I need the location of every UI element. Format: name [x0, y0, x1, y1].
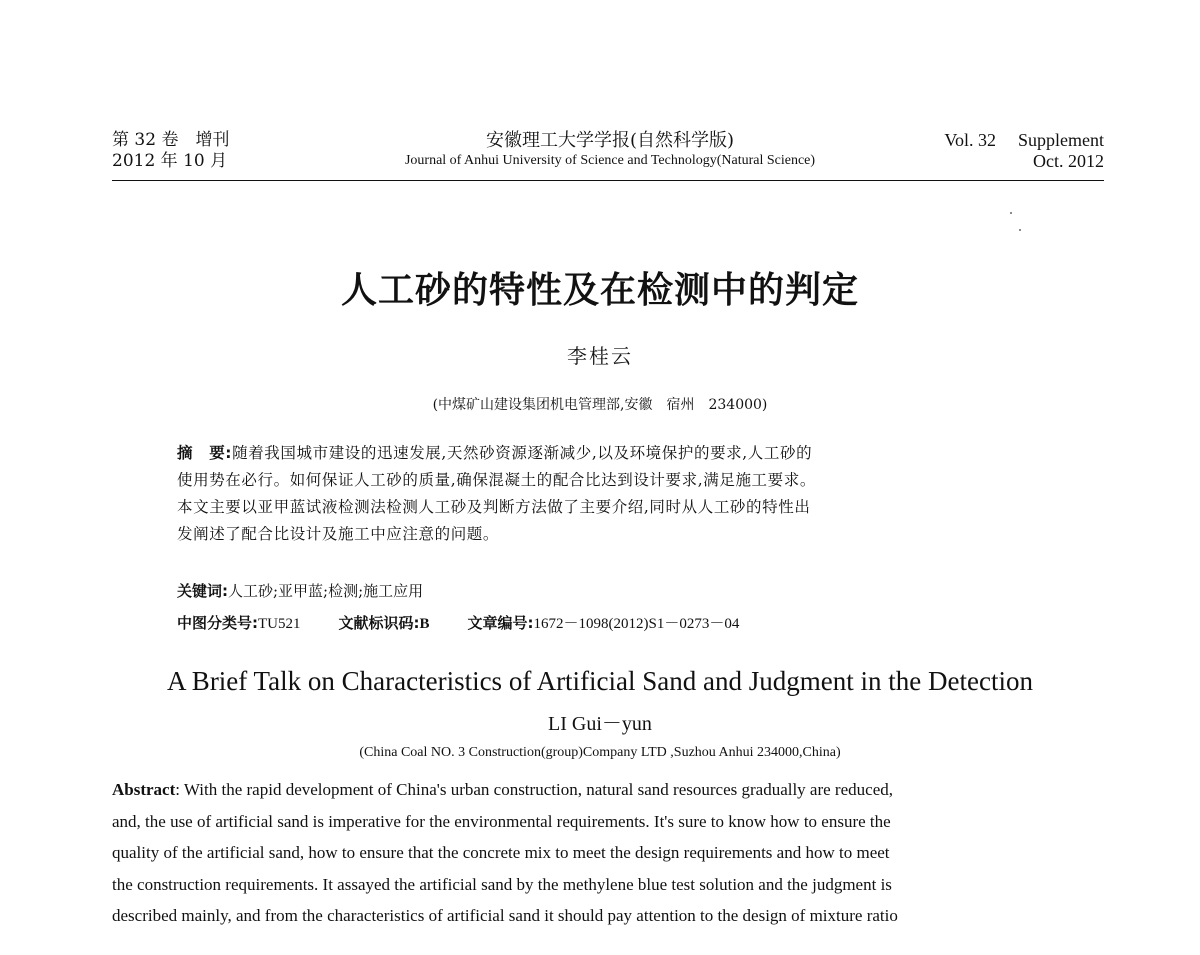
abstract-cn-text: 随着我国城市建设的迅速发展,天然砂资源逐渐减少,以及环境保护的要求,人工砂的 [232, 444, 813, 462]
clc-value: TU521 [258, 616, 301, 632]
affiliation-cn: (中煤矿山建设集团机电管理部,安徽 宿州 234000) [432, 397, 768, 413]
running-header-center [330, 130, 890, 170]
running-header-right [944, 130, 1104, 172]
abstract-cn [177, 440, 1057, 548]
abstract-en-label: Abstract [112, 780, 176, 799]
journal-title-en: Journal of Anhui University of Science and Technology(Natural Science) [404, 153, 816, 168]
scan-speck [1010, 212, 1012, 214]
header-rule [112, 180, 1104, 181]
running-header-left [112, 130, 229, 172]
journal-title-cn: 安徽理工大学学报(自然科学版) [485, 130, 735, 151]
article-title-cn: 人工砂的特性及在检测中的判定 [340, 269, 859, 311]
volume-cn: 第 32 卷 增刊 [112, 130, 230, 150]
affiliation-en: (China Coal NO. 3 Construction(group)Company LTD ,Suzhou Anhui 234000,China) [359, 745, 841, 760]
abstract-cn-line [177, 440, 1057, 467]
abstract-cn-label: 摘 要: [177, 444, 233, 462]
volume-line-en [944, 130, 1104, 151]
abstract-en-line: and, the use of artificial sand is imperative for the environmental requirements. It's sure to know how to ensure the [112, 811, 891, 831]
doc-code-label: 文献标识码: [338, 614, 420, 632]
abstract-cn-line: 发阐述了配合比设计及施工中应注意的问题。 [177, 525, 500, 543]
abstract-en-line: quality of the artificial sand, how to ensure that the concrete mix to meet the design requirements and how to meet [112, 843, 890, 862]
article-no-value: 1672－1098(2012)S1－0273－04 [533, 616, 740, 632]
volume-en: Vol. 32 [944, 130, 996, 150]
clc-label: 中图分类号: [177, 614, 258, 632]
article-title-en: A Brief Talk on Characteristics of Artificial Sand and Judgment in the Detection [167, 666, 1033, 696]
date-en: Oct. 2012 [1033, 151, 1104, 171]
doc-code-value: B [419, 616, 430, 632]
keywords-value: 人工砂;亚甲蓝;检测;施工应用 [228, 582, 424, 600]
abstract-en-text: : With the rapid development of China's urban construction, natural sand resources gradually are reduced, [175, 780, 893, 799]
supplement-en: Supplement [1018, 130, 1104, 150]
classification-line [177, 612, 739, 633]
author-en: LI Gui－yun [548, 713, 652, 735]
abstract-en [112, 774, 898, 932]
article-no-label: 文章编号: [467, 614, 534, 632]
keywords-label: 关键词: [177, 582, 228, 600]
abstract-en-line: the construction requirements. It assayed the artificial sand by the methylene blue test solution and the judgment is [112, 874, 892, 894]
author-cn: 李桂云 [567, 344, 633, 368]
abstract-en-line [112, 774, 898, 806]
abstract-en-line: described mainly, and from the characteristics of artificial sand it should pay attention to the design of mixture ratio [112, 906, 898, 925]
abstract-cn-line: 使用势在必行。如何保证人工砂的质量,确保混凝土的配合比达到设计要求,满足施工要求。 [177, 471, 816, 489]
abstract-cn-line: 本文主要以亚甲蓝试液检测法检测人工砂及判断方法做了主要介绍,同时从人工砂的特性出 [177, 498, 811, 516]
date-cn: 2012 年 10 月 [112, 151, 228, 171]
scan-speck [1019, 229, 1021, 231]
keywords-cn [177, 580, 423, 601]
